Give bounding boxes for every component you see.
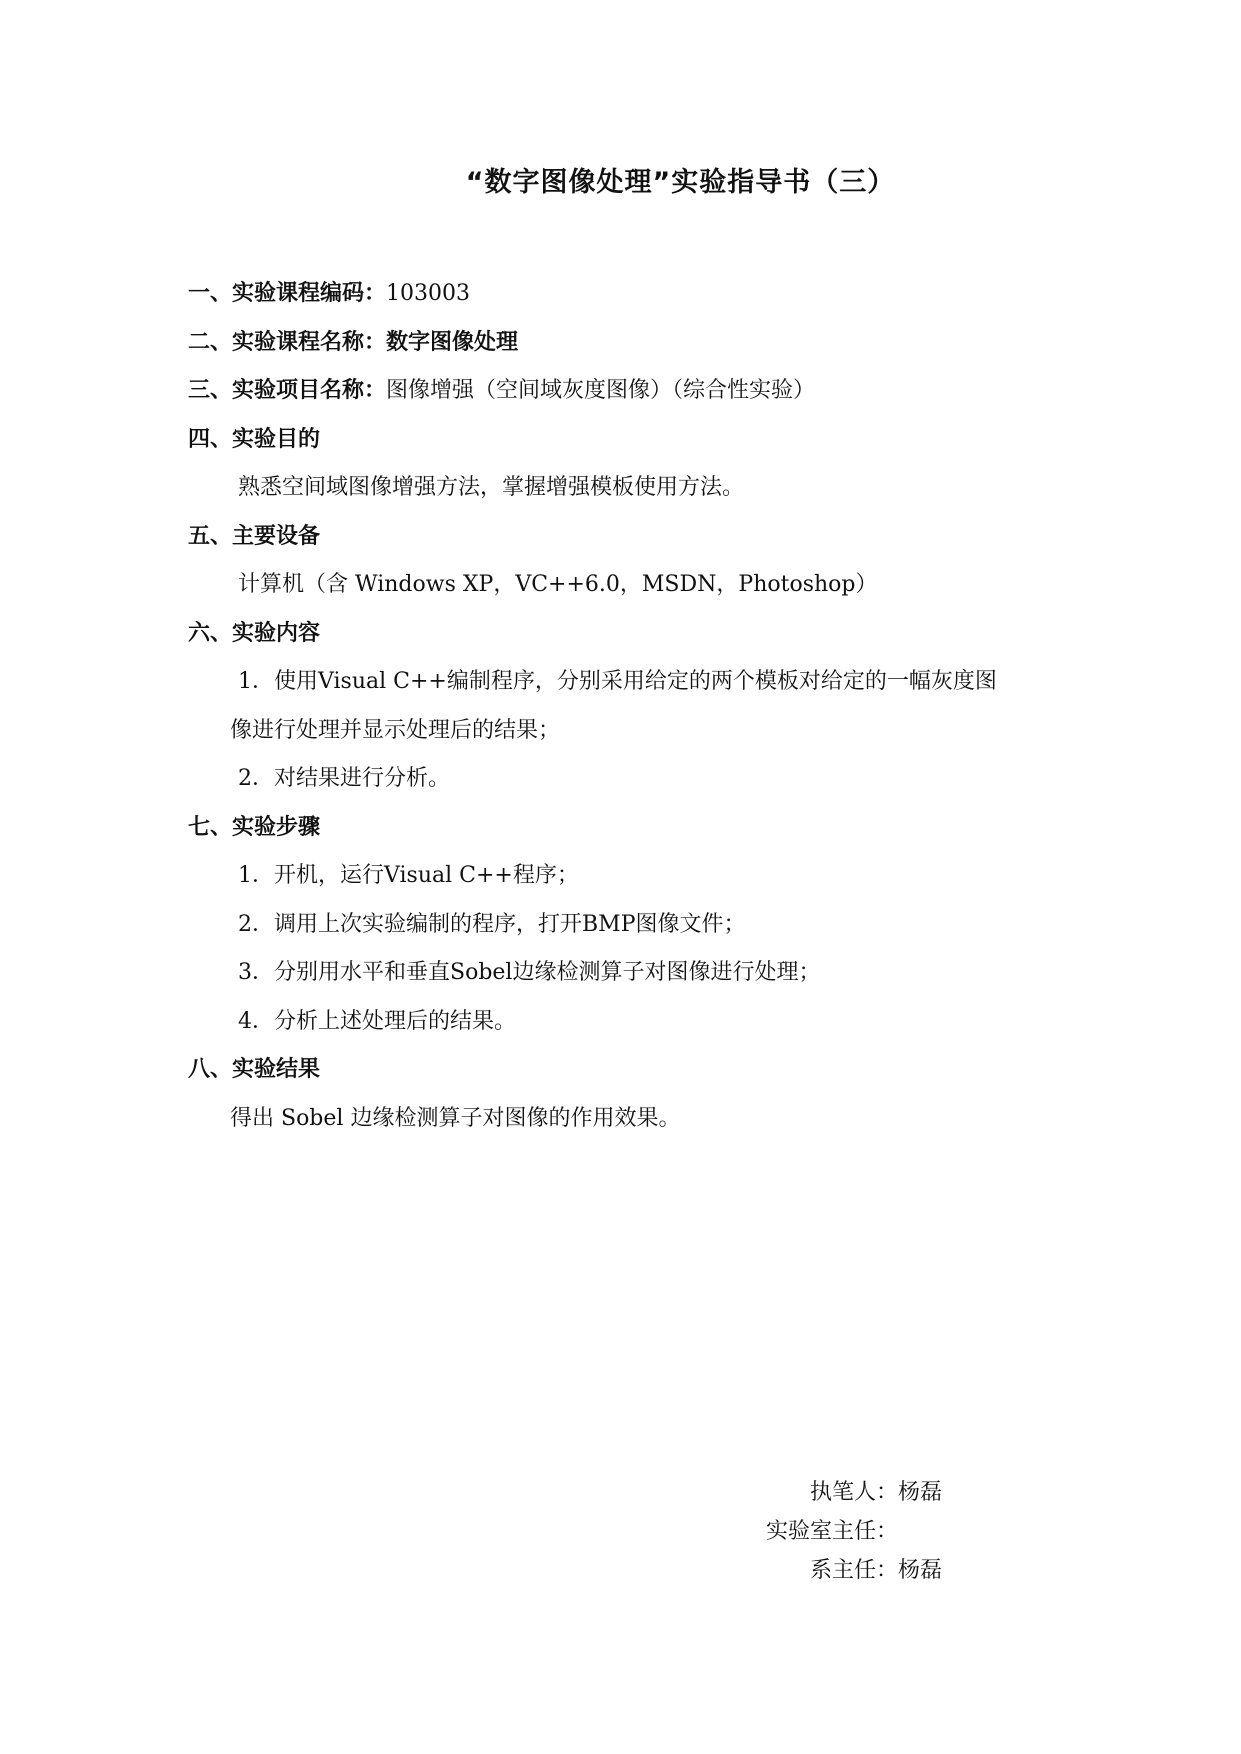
project-name-row [188, 367, 1068, 416]
project-name-label: 三、实验项目名称： [188, 378, 387, 403]
content-item-2: 2．对结果进行分析。 [238, 766, 450, 791]
dept-director-name: 杨磊 [898, 1558, 943, 1583]
course-code-label: 一、实验课程编码： [188, 281, 387, 306]
document-body [188, 270, 1068, 1143]
content-item-1-line-1: 1．使用Visual C++编制程序，分别采用给定的两个模板对给定的一幅灰度图 [238, 669, 997, 694]
step-item-3: 3．分别用水平和垂直Sobel边缘检测算子对图像进行处理； [238, 960, 821, 985]
author-label: 执笔人： [809, 1480, 898, 1505]
lab-director-label: 实验室主任： [765, 1519, 898, 1544]
step-item-2: 2．调用上次实验编制的程序，打开BMP图像文件； [238, 911, 746, 937]
result-heading: 八、实验结果 [188, 1057, 321, 1082]
signature-block [766, 1473, 946, 1590]
author-name: 杨磊 [898, 1480, 943, 1505]
result-text: 得出 Sobel 边缘检测算子对图像的作用效果。 [230, 1105, 681, 1131]
equipment-heading: 五、主要设备 [188, 523, 321, 549]
dept-director-signature [766, 1551, 946, 1590]
course-code-value: 103003 [386, 281, 470, 306]
project-name-value: 图像增强（空间域灰度图像）（综合性实验） [386, 378, 816, 403]
author-signature [766, 1473, 946, 1512]
content-heading: 六、实验内容 [188, 620, 321, 646]
course-code-row [188, 270, 1068, 319]
page-title: “数字图像处理”实验指导书（三） [465, 167, 896, 198]
course-name-value: 数字图像处理 [386, 329, 519, 355]
purpose-heading: 四、实验目的 [188, 426, 321, 452]
lab-director-signature [766, 1512, 946, 1551]
course-name-row [188, 319, 1068, 368]
step-item-1: 1．开机，运行Visual C++程序； [238, 863, 579, 888]
course-name-label: 二、实验课程名称： [188, 329, 387, 355]
content-item-1-line-2: 像进行处理并显示处理后的结果； [230, 717, 561, 743]
steps-heading: 七、实验步骤 [188, 814, 321, 840]
step-item-4: 4．分析上述处理后的结果。 [238, 1008, 516, 1034]
equipment-text: 计算机（含 Windows XP，VC++6.0，MSDN，Photoshop） [238, 572, 878, 597]
dept-director-label: 系主任： [809, 1558, 898, 1583]
purpose-text: 熟悉空间域图像增强方法，掌握增强模板使用方法。 [238, 475, 745, 500]
